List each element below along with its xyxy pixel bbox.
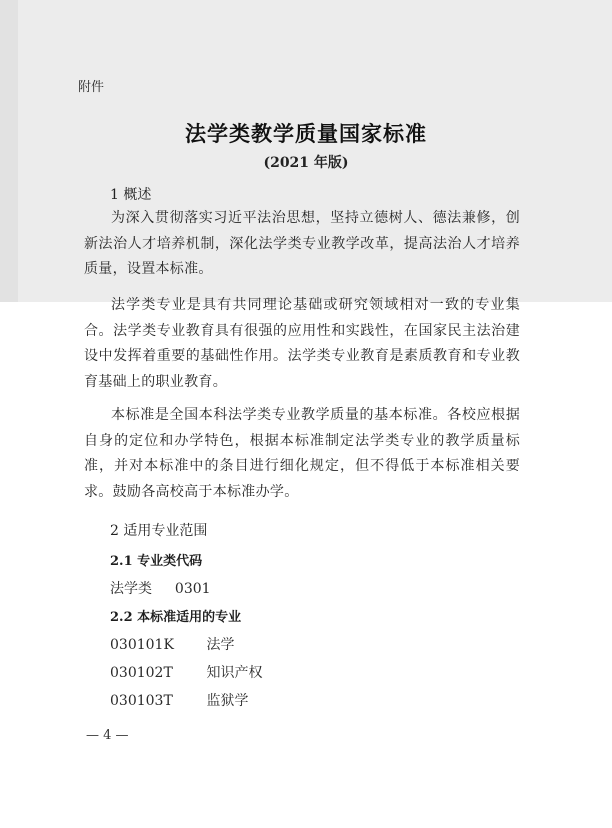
category-name: 法学类	[110, 581, 152, 597]
paragraph-1: 为深入贯彻落实习近平法治思想，坚持立德树人、德法兼修，创新法治人才培养机制，深化法学类专业教学改革，提高法治人才培养质量，设置本标准。	[84, 210, 520, 277]
section-2-heading: 2 适用专业范围	[110, 523, 208, 539]
document-title: 法学类教学质量国家标准	[185, 121, 427, 146]
annex-label: 附件	[78, 80, 105, 95]
category-code: 0301	[174, 581, 211, 597]
page-number: — 4 —	[86, 728, 129, 743]
section-1-heading: 1 概述	[110, 187, 152, 203]
major-name: 法学	[206, 637, 235, 653]
edition-label: (2021 年版)	[263, 155, 349, 171]
major-name: 监狱学	[206, 693, 249, 709]
major-code: 030102T	[110, 665, 173, 681]
category-code-row	[110, 578, 211, 598]
subsection-2-2-heading: 2.2 本标准适用的专业	[110, 610, 242, 625]
scan-edge	[0, 0, 18, 302]
paragraph-3: 本标准是全国本科法学类专业教学质量的基本标准。各校应根据自身的定位和办学特色，根据本标准制定法学类专业的教学质量标准，并对本标准中的条目进行细化规定，但不得低于本标准相关要求。鼓励各高校高于本标准办学。	[84, 407, 520, 500]
major-name: 知识产权	[206, 665, 263, 681]
major-row	[110, 690, 248, 710]
major-code: 030103T	[110, 693, 173, 709]
major-row	[110, 634, 234, 654]
subsection-2-1-heading: 2.1 专业类代码	[110, 554, 203, 569]
paragraph-2: 法学类专业是具有共同理论基础或研究领域相对一致的专业集合。法学类专业教育具有很强的应用性和实践性，在国家民主法治建设中发挥着重要的基础性作用。法学类专业教育是素质教育和专业教育基础上的职业教育。	[84, 297, 520, 390]
major-row	[110, 662, 262, 682]
major-code: 030101K	[110, 637, 174, 653]
